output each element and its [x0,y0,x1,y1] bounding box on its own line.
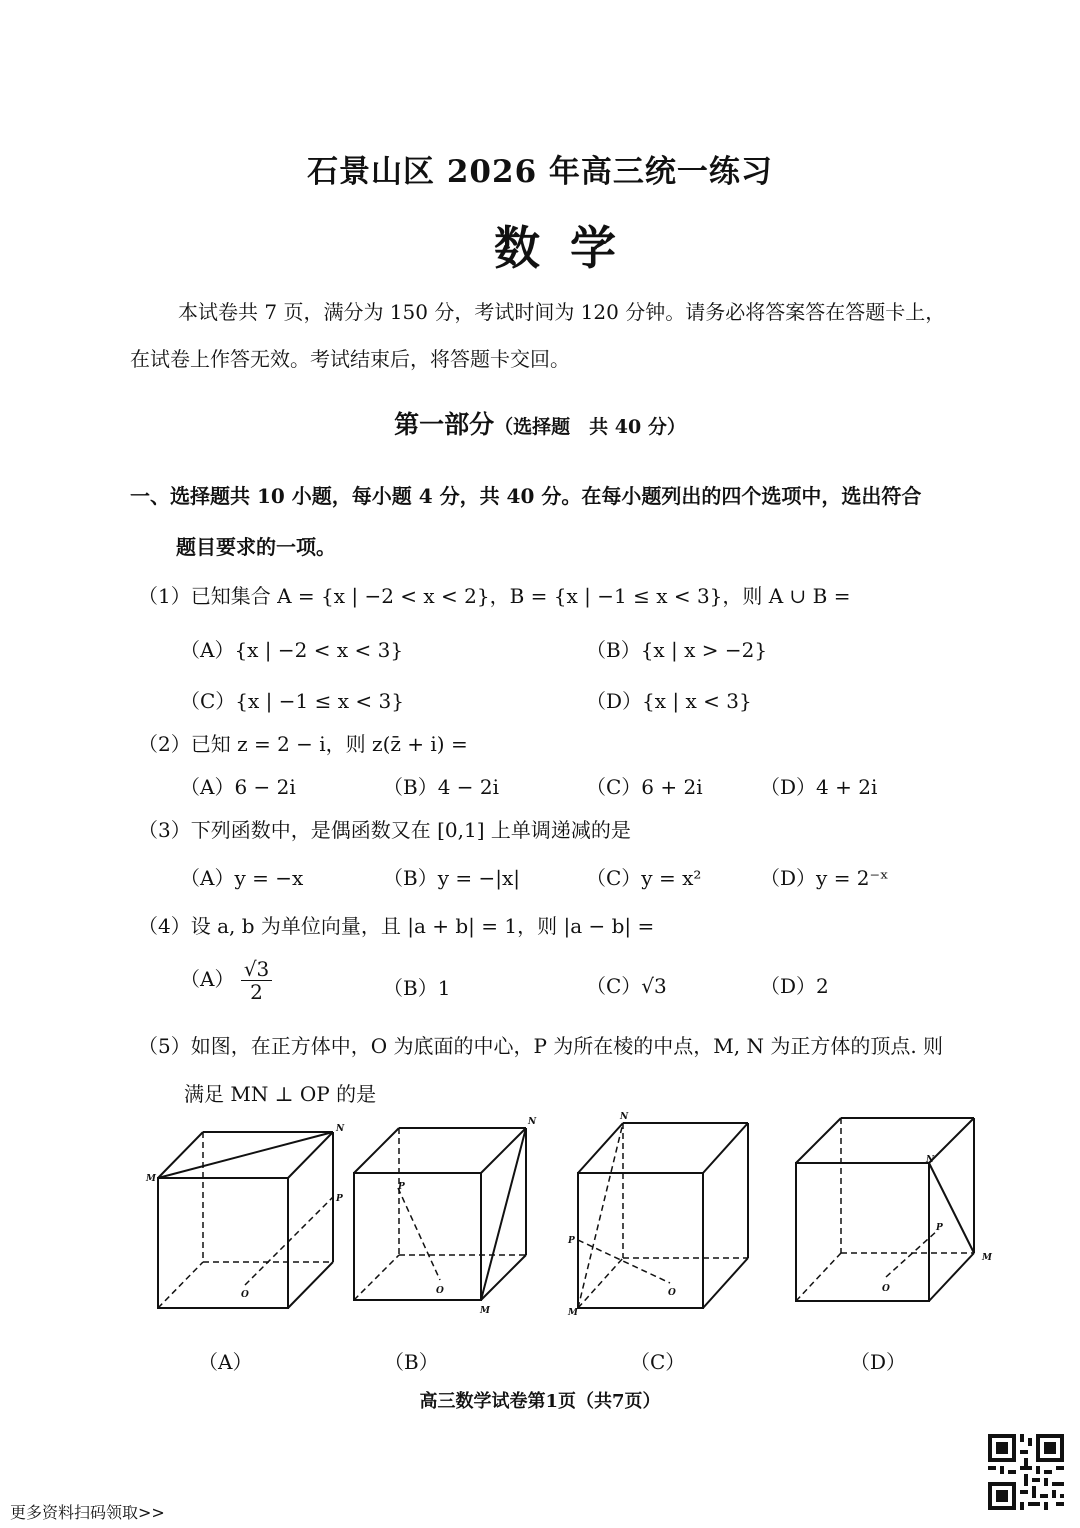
fig-c-label-p: P [568,1236,575,1246]
q1-option-c[interactable]: （C）{x | −1 ≤ x < 3} [180,689,404,713]
question-3-stem: （3）下列函数中，是偶函数又在 [0,1] 上单调递减的是 [138,818,631,842]
fig-b-label-p: P [398,1182,405,1192]
question-5-stem-2: 满足 MN ⊥ OP 的是 [184,1082,377,1106]
cube-figure-a [158,1132,333,1308]
q3-option-a[interactable]: （A）y = −x [180,866,304,890]
fig-b-label-o: O [436,1286,444,1296]
exam-title: 石景山区 2026 年高三统一练习 [307,154,773,190]
question-5-stem-1: （5）如图，在正方体中，O 为底面的中心，P 为所在棱的中点，M, N 为正方体的顶点. 则 [138,1034,944,1058]
cube-figure-c [578,1123,748,1308]
cube-figure-d [796,1118,974,1301]
figure-label-d[interactable]: （D） [850,1350,907,1374]
question-4-stem: （4）设 a, b 为单位向量，且 |a + b| = 1，则 |a − b| = [138,914,655,938]
fig-b-label-m: M [480,1306,490,1316]
figure-label-b[interactable]: （B） [384,1350,439,1374]
figure-label-a[interactable]: （A） [198,1350,253,1374]
fig-a-label-n: N [336,1124,345,1134]
fig-d-label-n: N [926,1155,935,1165]
q2-option-b[interactable]: （B）4 − 2i [383,775,500,799]
section-instruction-1: 一、选择题共 10 小题，每小题 4 分，共 40 分。在每小题列出的四个选项中，选出符合 [130,484,922,508]
part-note: （选择题 共 40 分） [494,416,686,438]
intro-line-1: 本试卷共 7 页，满分为 150 分，考试时间为 120 分钟。请务必将答案答在答题卡上， [178,300,946,324]
q2-option-c[interactable]: （C）6 + 2i [586,775,703,799]
q4-option-a-label: （A） [180,967,235,991]
page-footer: 高三数学试卷第1页（共7页） [419,1391,661,1412]
q4-option-a-fraction [241,958,272,1003]
fig-d-label-m: M [982,1253,992,1263]
q1-option-b[interactable]: （B）{x | x > −2} [586,638,768,662]
question-2-stem: （2）已知 z = 2 − i，则 z(z̄ + i) = [138,732,468,756]
part-title: 第一部分 [394,410,495,439]
fig-a-label-o: O [241,1290,249,1300]
section-instruction-2: 题目要求的一项。 [176,535,336,559]
more-resources-link[interactable]: 更多资料扫码领取>> [10,1503,165,1522]
q4-option-d[interactable]: （D）2 [760,974,829,998]
q3-option-b[interactable]: （B）y = −|x| [383,866,520,890]
q1-option-a[interactable]: （A）{x | −2 < x < 3} [180,638,404,662]
q2-option-d[interactable]: （D）4 + 2i [760,775,878,799]
part-heading [0,405,1080,441]
question-1-stem: （1）已知集合 A = {x | −2 < x < 2}，B = {x | −1 ≤ x < 3}，则 A ∪ B = [138,584,851,608]
cube-figures [140,1105,1020,1330]
fig-c-label-o: O [668,1288,676,1298]
subject-title: 数学 [494,221,646,275]
cube-figure-b [354,1128,526,1300]
q3-option-c[interactable]: （C）y = x² [586,866,702,890]
fraction-denominator: 2 [250,980,263,1004]
fig-c-label-n: N [620,1112,629,1122]
fig-d-label-p: P [936,1223,943,1233]
q2-option-a[interactable]: （A）6 − 2i [180,775,296,799]
qr-code-icon[interactable] [988,1434,1064,1510]
q3-option-d[interactable]: （D）y = 2⁻ˣ [760,866,889,890]
fraction-numerator: √3 [241,958,272,981]
fig-a-label-m: M [146,1174,156,1184]
fig-a-label-p: P [336,1194,343,1204]
intro-line-2: 在试卷上作答无效。考试结束后，将答题卡交回。 [130,347,570,371]
figure-label-c[interactable]: （C） [630,1350,686,1374]
q4-option-b[interactable]: （B）1 [383,976,451,1000]
q1-option-d[interactable]: （D）{x | x < 3} [586,689,752,713]
q4-option-a[interactable] [180,958,272,1003]
fig-b-label-n: N [528,1117,537,1127]
fig-c-label-m: M [568,1308,578,1318]
q4-option-c[interactable]: （C）√3 [586,974,667,998]
fig-d-label-o: O [882,1284,890,1294]
